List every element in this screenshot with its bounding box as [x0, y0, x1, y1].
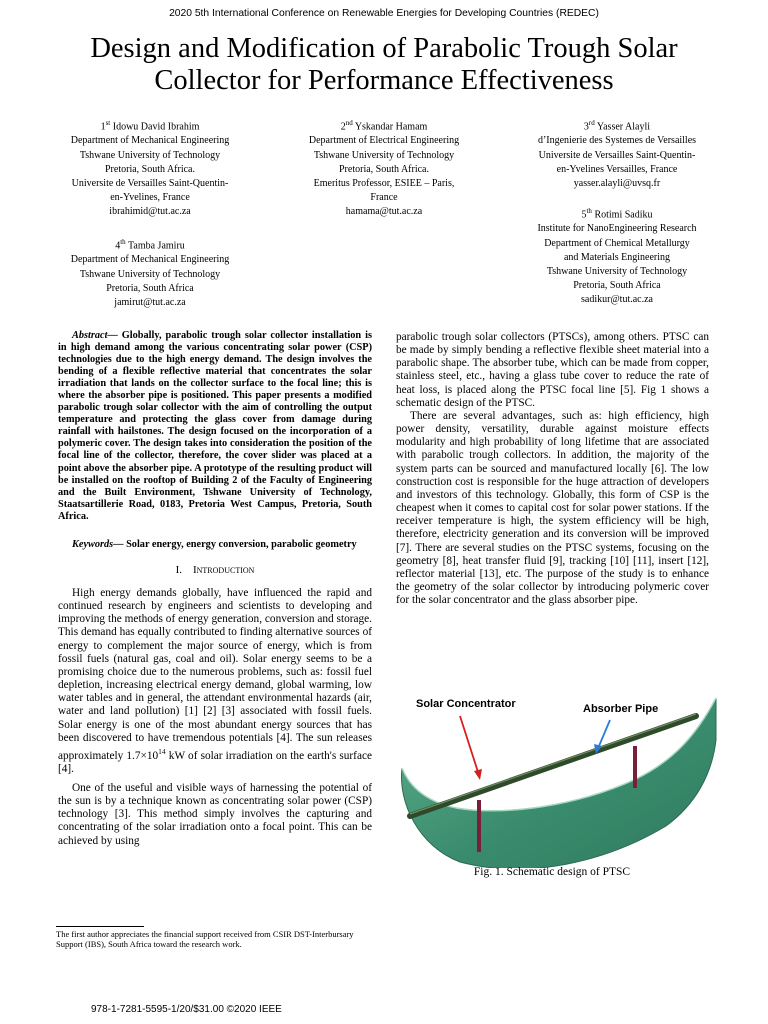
figure-caption: Fig. 1. Schematic design of PTSC [473, 866, 631, 878]
author-affiliation: Universite de Versailles Saint-Quentin- [538, 149, 696, 161]
author-block-2 [279, 116, 489, 219]
author-email: jamirut@tut.ac.za [114, 296, 186, 308]
author-affiliation: Emeritus Professor, ESIEE – Paris, [313, 177, 455, 189]
author-affiliation: en-Yvelines Versailles, France [556, 163, 678, 175]
intro-paragraph-1: High energy demands globally, have influenced the rapid and continued research by engineers and scientists to developing and improving the methods of energy generation, conversion and storage. This demand has equally contributed to finding alternative sources of energy to complement the major source of energy, which is from fossil fuels (natural gas, coal and oil). Solar energy seems to be a promising choice due to the numerous problems, such as: fossil fuel depletion, increasing electrical energy demand, global warming, low water tables and in general, the attendant environmental hazards (air, water and land pollution) [1] [2] [3] associated with fossil fuels. Solar energy is one of the most abundant energy sources that has been discovered to have tremendous potentials [4]. The sun releases approximately $1.7\times 10^{14}$ kW of solar irradiation on the earth's surface [4]. [58, 586, 372, 775]
conference-header: 2020 5th International Conference on Renewable Energies for Developing Countries (REDEC) [169, 8, 599, 19]
author-affiliation: Pretoria, South Africa [573, 279, 661, 291]
author-email: hamama@tut.ac.za [345, 205, 423, 217]
keywords-text: Solar energy, energy conversion, parabolic geometry [123, 538, 357, 550]
author-email: ibrahimid@tut.ac.za [109, 205, 191, 217]
author-affiliation: Institute for NanoEngineering Research [537, 223, 697, 235]
author-affiliation: France [370, 191, 398, 203]
title-line-2: Collector for Performance Effectiveness [154, 65, 614, 96]
author-affiliation: Pretoria, South Africa. [339, 163, 429, 175]
author-affiliation: Department of Electrical Engineering [308, 135, 460, 147]
title-line-1: Design and Modification of Parabolic Trough Solar [90, 33, 678, 64]
author-affiliation: d’Ingenierie des Systemes de Versailles [537, 135, 697, 147]
right-paragraph-2: There are several advantages, such as: high efficiency, high power density, versatility, durable against moisture effects modularity and high probability of long lifetime that are associated with parabolic trough collectors. In addition, the majority of the system parts can be sourced and manufactured locally [6]. The low construction cost is responsible for the huge attraction of developers and investors of this technology. Globally, this form of CSP is the cheapest when it comes to capital cost for solar power stations. If the receiver temperature is high, the system efficiency will be high, therefore, electricity generation and its conversion will be improved [7]. There are several studies on the PTSC systems, focusing on the geometry [8], heat transfer fluid [9], tracking [10] [11], insert [12], reflector material [13], etc. The purpose of the study is to enhance the geometry of the solar collector by introducing polymeric cover for the solar concentrator and the glass absorber pipe. [396, 409, 709, 607]
author-affiliation: Universite de Versailles Saint-Quentin- [71, 177, 229, 189]
right-paragraph-1: parabolic trough solar collectors (PTSCs), among others. PTSC can be made by simply bending a reflective flexible sheet material into a parabolic shape. The absorber tube, which can be made from copper, stainless steel, etc., having a glass tube cover to reduce the rate of heat loss, is placed along the PTSC focal line [5]. Fig 1 shows a schematic design of the PTSC. [396, 331, 709, 409]
author-affiliation: Pretoria, South Africa [106, 282, 194, 294]
author-name: 4th Tamba Jamiru [115, 238, 185, 252]
author-block-3 [510, 116, 724, 191]
section-heading-introduction: I. Introduction [175, 563, 255, 576]
author-affiliation: Pretoria, South Africa. [105, 163, 195, 175]
ptsc-schematic-figure [396, 690, 718, 868]
label-absorber-pipe: Absorber Pipe [583, 703, 659, 715]
abstract-text: Globally, parabolic trough solar collector installation is in high demand among the various concentrating solar power (CSP) technologies due to the high energy demand. The design involves the bending of a flexible reflective material that concentrates the solar irradiation that lands on the collector surface to the focal line; this is where the absorber pipe is positioned. This paper presents a modified parabolic trough solar collector with the aim of controlling the output temperature and protecting the glass cover from damage during rainfall with hailstones. The design focused on the incorporation of a polymeric cover. The design takes into consideration the position of the focal line of the collector, therefore, the cover slider was placed at a point above the absorber pipe. A prototype of the resulting product will be installed on the rooftop of Building 2 of the Faculty of Engineering and the Built Environment, Tshwane University of Technology, Staatsartillerie Road, 0183, Pretoria West Campus, Pretoria, South Africa. [58, 330, 372, 522]
pipe-support-right [633, 746, 637, 788]
isbn-copyright: 978-1-7281-5595-1/20/$31.00 ©2020 IEEE [91, 1004, 282, 1015]
footnote: The first author appreciates the financial support received from CSIR DST-Interbursary Support (IBS), South Africa toward the research work. [56, 929, 354, 949]
right-column [396, 331, 709, 607]
author-name: 1st Idowu David Ibrahim [100, 119, 200, 133]
arrow-head-red [474, 769, 482, 780]
left-column [58, 330, 372, 848]
author-block-4 [45, 235, 255, 310]
paper-title [40, 33, 728, 97]
pipe-support-left [477, 800, 481, 852]
label-solar-concentrator: Solar Concentrator [416, 698, 516, 710]
author-email: sadikur@tut.ac.za [581, 293, 653, 305]
author-affiliation: en-Yvelines, France [110, 191, 190, 203]
author-name: 2nd Yskandar Hamam [340, 119, 428, 133]
author-block-1 [45, 116, 255, 219]
author-block-5 [510, 204, 724, 307]
keywords-label: Keywords— [72, 538, 124, 550]
abstract [58, 330, 372, 523]
author-affiliation: Tshwane University of Technology [313, 149, 455, 161]
author-affiliation: Department of Chemical Metallurgy [544, 237, 690, 249]
author-affiliation: and Materials Engineering [563, 251, 671, 263]
author-affiliation: Tshwane University of Technology [79, 268, 221, 280]
abstract-label: Abstract— [72, 330, 118, 341]
intro-paragraph-2: One of the useful and visible ways of harnessing the potential of the sun is by a technique known as concentrating solar power (CSP) technology [3]. This method simply involves the capturing and concentrating of the solar irradiation onto a focal point. This can be achieved by using [58, 781, 372, 847]
author-name: 5th Rotimi Sadiku [581, 207, 653, 221]
keywords [58, 539, 372, 551]
arrow-absorber-pipe [599, 720, 610, 746]
author-email: yasser.alayli@uvsq.fr [573, 177, 661, 189]
author-affiliation: Tshwane University of Technology [79, 149, 221, 161]
arrow-solar-concentrator [460, 716, 478, 772]
author-affiliation: Department of Mechanical Engineering [70, 135, 230, 147]
author-affiliation: Tshwane University of Technology [546, 265, 688, 277]
author-affiliation: Department of Mechanical Engineering [70, 254, 230, 266]
author-name: 3rd Yasser Alayli [583, 119, 651, 133]
footnote-rule [56, 926, 144, 927]
